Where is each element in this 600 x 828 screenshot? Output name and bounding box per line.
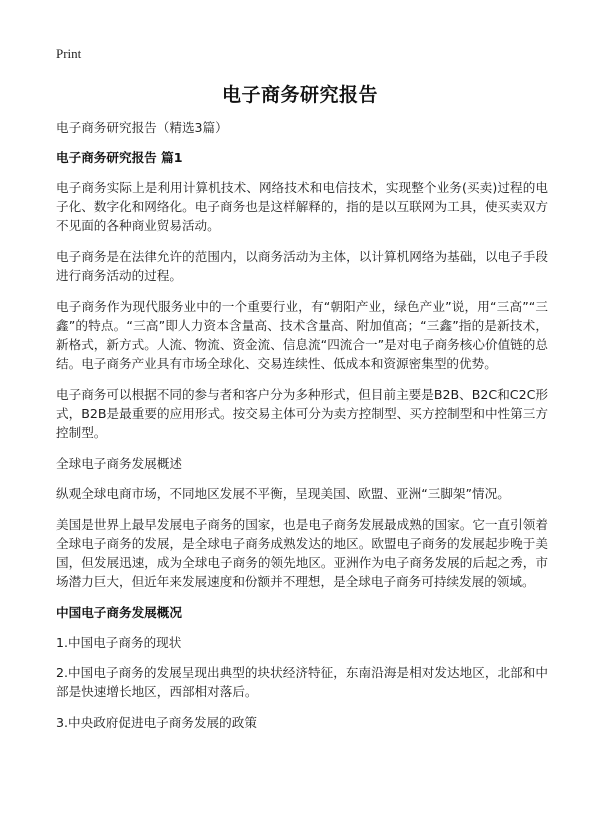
document-body [56,118,548,743]
section-heading-china: 中国电子商务发展概况 [56,605,182,620]
list-item: 2.中国电子商务的发展呈现出典型的块状经济特征，东南沿海是相对发达地区，北部和中部是快速增长地区，西部相对落后。 [56,665,548,699]
paragraph: 美国是世界上最早发展电子商务的国家，也是电子商务发展最成熟的国家。它一直引领着全球电子商务的发展，是全球电子商务成熟发达的地区。欧盟电子商务的发展起步晚于美国，但发展迅速，成为全球电子商务的领先地区。亚洲作为电子商务发展的后起之秀，市场潜力巨大，但近年来发展速度和份额并不理想，是全球电子商务可持续发展的领域。 [56,517,548,589]
paragraph: 电子商务实际上是利用计算机技术、网络技术和电信技术，实现整个业务(买卖)过程的电子化、数字化和网络化。电子商务也是这样解释的，指的是以互联网为工具，使买卖双方不见面的各种商业贸易活动。 [56,180,548,233]
section-heading-part1: 电子商务研究报告 篇1 [56,150,183,165]
list-item: 1.中国电子商务的现状 [56,635,182,650]
paragraph: 电子商务作为现代服务业中的一个重要行业，有“朝阳产业，绿色产业”说，用“三高”“三鑫”的特点。“三高”即人力资本含量高、技术含量高、附加值高；“三鑫”指的是新技术，新格式，新方式。人流、物流、资金流、信息流“四流合一”是对电子商务核心价值链的总结。电子商务产业具有市场全球化、交易连续性、低成本和资源密集型的优势。 [56,299,548,371]
paragraph: 纵观全球电商市场，不同地区发展不平衡，呈现美国、欧盟、亚洲“三脚架”情况。 [56,486,510,501]
list-item: 3.中央政府促进电子商务发展的政策 [56,715,257,730]
paragraph: 电子商务可以根据不同的参与者和客户分为多种形式，但目前主要是B2B、B2C和C2C形式，B2B是最重要的应用形式。按交易主体可分为卖方控制型、买方控制型和中性第三方控制型。 [56,387,548,440]
subheading-global: 全球电子商务发展概述 [56,456,182,471]
print-link[interactable]: Print [56,46,82,61]
document-title: 电子商务研究报告 [221,84,378,106]
paragraph: 电子商务是在法律允许的范围内，以商务活动为主体，以计算机网络为基础，以电子手段进行商务活动的过程。 [56,249,548,283]
intro-line: 电子商务研究报告（精选3篇） [56,120,228,135]
